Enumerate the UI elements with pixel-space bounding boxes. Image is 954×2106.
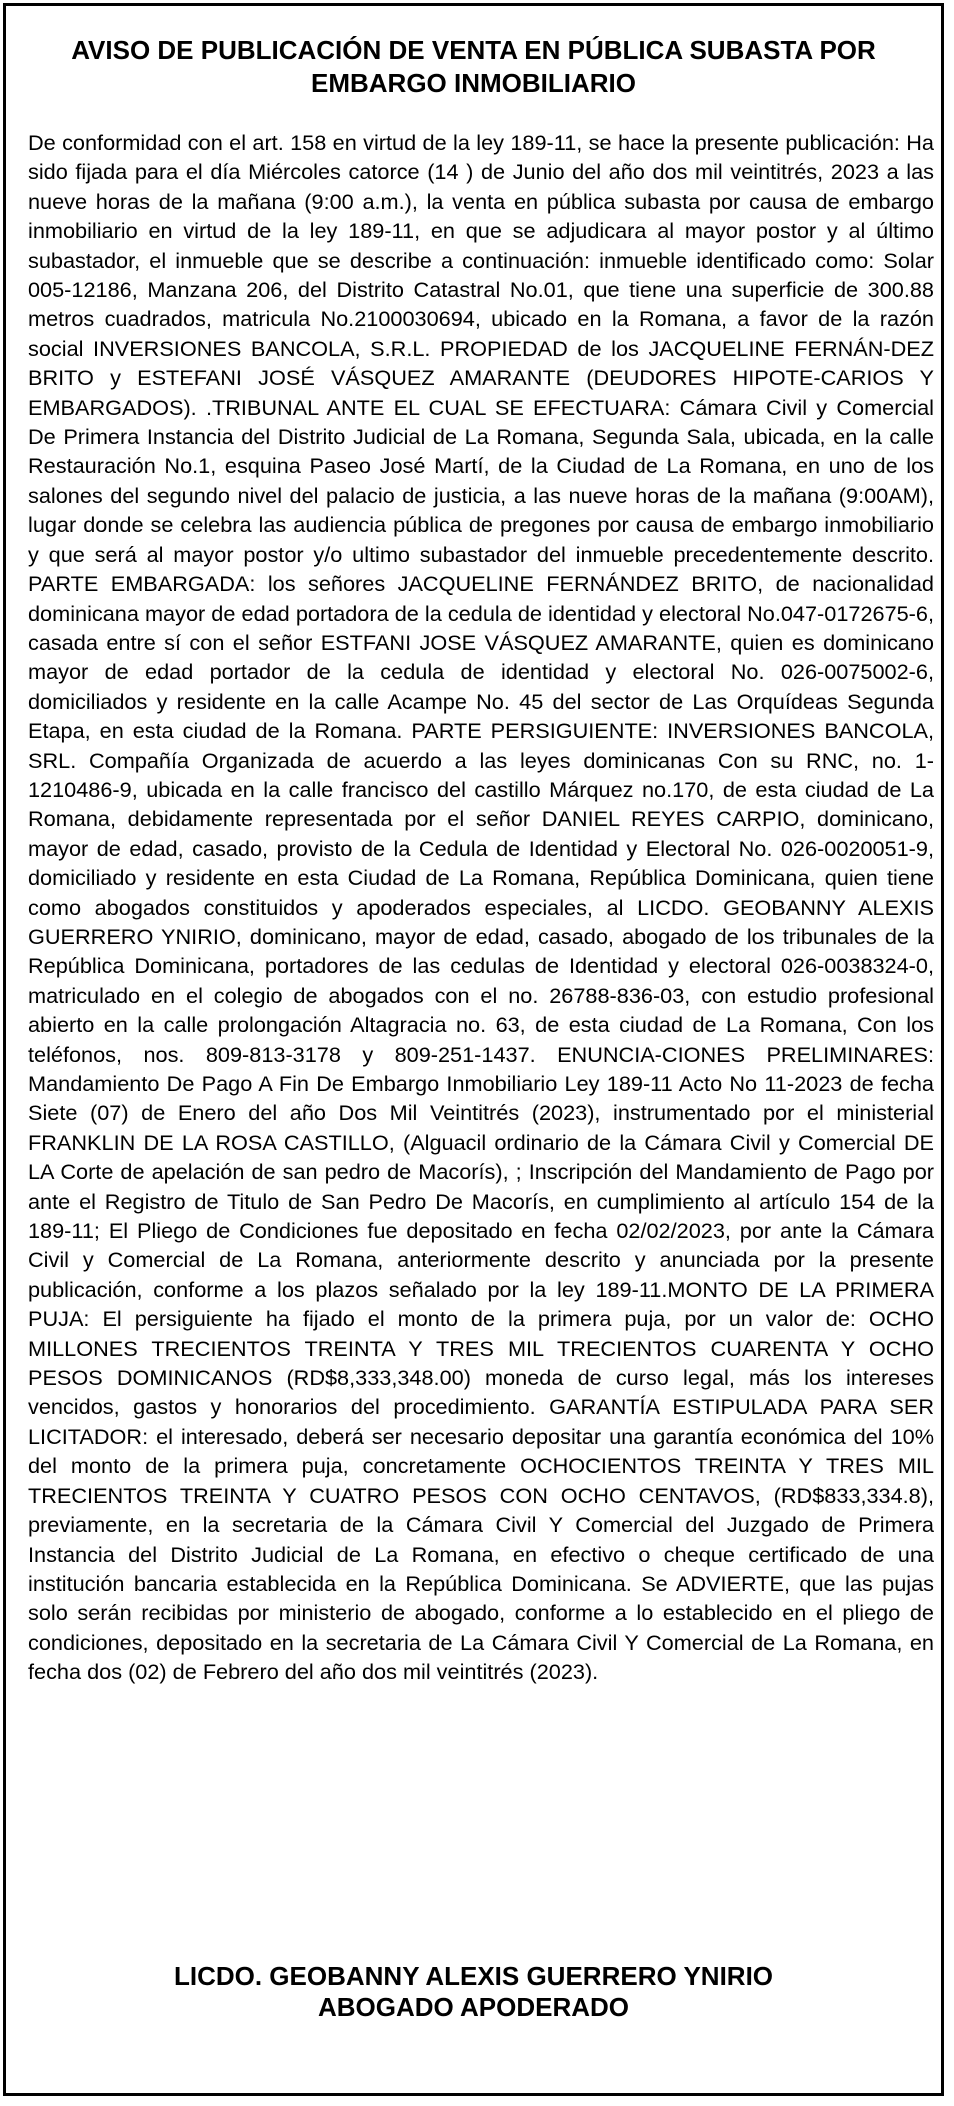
title-line-2: EMBARGO INMOBILIARIO bbox=[311, 68, 636, 98]
title-line-1: AVISO DE PUBLICACIÓN DE VENTA EN PÚBLICA SUBASTA POR bbox=[71, 35, 876, 65]
signature-block bbox=[6, 1961, 941, 2023]
notice-title bbox=[6, 34, 941, 100]
signature-name: LICDO. GEOBANNY ALEXIS GUERRERO YNIRIO bbox=[173, 1961, 774, 1991]
signature-role: ABOGADO APODERADO bbox=[317, 1992, 630, 2022]
notice-body: De conformidad con el art. 158 en virtud de la ley 189-11, se hace la presente publicación: Ha sido fijada para el día Miércoles catorce (14 ) de Junio del año dos mil veintitrés, 2023 a las nueve horas de la mañana (9:00 a.m.), la venta en pública subasta por causa de embargo inmobiliario en virtud de la ley 189-11, en que se adjudicara al mayor postor y al último subastador, el inmueble que se describe a continuación: inmueble identificado como: Solar 005-12186, Manzana 206, del Distrito Catastral No.01, que tiene una superficie de 300.88 metros cuadrados, matricula No.2100030694, ubicado en la Romana, a favor de la razón social INVERSIONES BANCOLA, S.R.L. PROPIEDAD de los JACQUELINE FERNÁN-DEZ BRITO y ESTEFANI JOSÉ VÁSQUEZ AMARANTE (DEUDORES HIPOTE-CARIOS Y EMBARGADOS). .TRIBUNAL ANTE EL CUAL SE EFECTUARA: Cámara Civil y Comercial De Primera Instancia del Distrito Judicial de La Romana, Segunda Sala, ubicada, en la calle Restauración No.1, esquina Paseo José Martí, de la Ciudad de La Romana, en uno de los salones del segundo nivel del palacio de justicia, a las nueve horas de la mañana (9:00AM), lugar donde se celebra las audiencia pública de pregones por causa de embargo inmobiliario y que será al mayor postor y/o ultimo subastador del inmueble precedentemente descrito. PARTE EMBARGADA: los señores JACQUELINE FERNÁNDEZ BRITO, de nacionalidad dominicana mayor de edad portadora de la cedula de identidad y electoral No.047-0172675-6, casada entre sí con el señor ESTFANI JOSE VÁSQUEZ AMARANTE, quien es dominicano mayor de edad portador de la cedula de identidad y electoral No. 026-0075002-6, domiciliados y residente en la calle Acampe No. 45 del sector de Las Orquídeas Segunda Etapa, en esta ciudad de la Romana. PARTE PERSIGUIENTE: INVERSIONES BANCOLA, SRL. Compañía Organizada de acuerdo a las leyes dominicanas Con su RNC, no. 1-1210486-9, ubicada en la calle francisco del castillo Márquez no.170, de esta ciudad de La Romana, debidamente representada por el señor DANIEL REYES CARPIO, dominicano, mayor de edad, casado, provisto de la Cedula de Identidad y Electoral No. 026-0020051-9, domiciliado y residente en esta Ciudad de La Romana, República Dominicana, quien tiene como abogados constituidos y apoderados especiales, al LICDO. GEOBANNY ALEXIS GUERRERO YNIRIO, dominicano, mayor de edad, casado, abogado de los tribunales de la República Dominicana, portadores de las cedulas de Identidad y electoral 026-0038324-0, matriculado en el colegio de abogados con el no. 26788-836-03, con estudio profesional abierto en la calle prolongación Altagracia no. 63, de esta ciudad de La Romana, Con los teléfonos, nos. 809-813-3178 y 809-251-1437. ENUNCIA-CIONES PRELIMINARES: Mandamiento De Pago A Fin De Embargo Inmobiliario Ley 189-11 Acto No 11-2023 de fecha Siete (07) de Enero del año Dos Mil Veintitrés (2023), instrumentado por el ministerial FRANKLIN DE LA ROSA CASTILLO, (Alguacil ordinario de la Cámara Civil y Comercial DE LA Corte de apelación de san pedro de Macorís), ; Inscripción del Mandamiento de Pago por ante el Registro de Titulo de San Pedro De Macorís, en cumplimiento al artículo 154 de la 189-11; El Pliego de Condiciones fue depositado en fecha 02/02/2023, por ante la Cámara Civil y Comercial de La Romana, anteriormente descrito y anunciada por la presente publicación, conforme a los plazos señalado por la ley 189-11.MONTO DE LA PRIMERA PUJA: El persiguiente ha fijado el monto de la primera puja, por un valor de: OCHO MILLONES TRECIENTOS TREINTA Y TRES MIL TRECIENTOS CUARENTA Y OCHO PESOS DOMINICANOS (RD$8,333,348.00) moneda de curso legal, más los intereses vencidos, gastos y honorarios del procedimiento. GARANTÍA ESTIPULADA PARA SER LICITADOR: el interesado, deberá ser necesario depositar una garantía económica del 10% del monto de la primera puja, concretamente OCHOCIENTOS TREINTA Y TRES MIL TRECIENTOS TREINTA Y CUATRO PESOS CON OCHO CENTAVOS, (RD$833,334.8), previamente, en la secretaria de la Cámara Civil Y Comercial del Juzgado de Primera Instancia del Distrito Judicial de La Romana, en efectivo o cheque certificado de una institución bancaria establecida en la República Dominicana. Se ADVIERTE, que las pujas solo serán recibidas por ministerio de abogado, conforme a lo establecido en el pliego de condiciones, depositado en la secretaria de La Cámara Civil Y Comercial de La Romana, en fecha dos (02) de Febrero del año dos mil veintitrés (2023). bbox=[28, 130, 934, 1685]
notice-border bbox=[3, 3, 944, 2096]
